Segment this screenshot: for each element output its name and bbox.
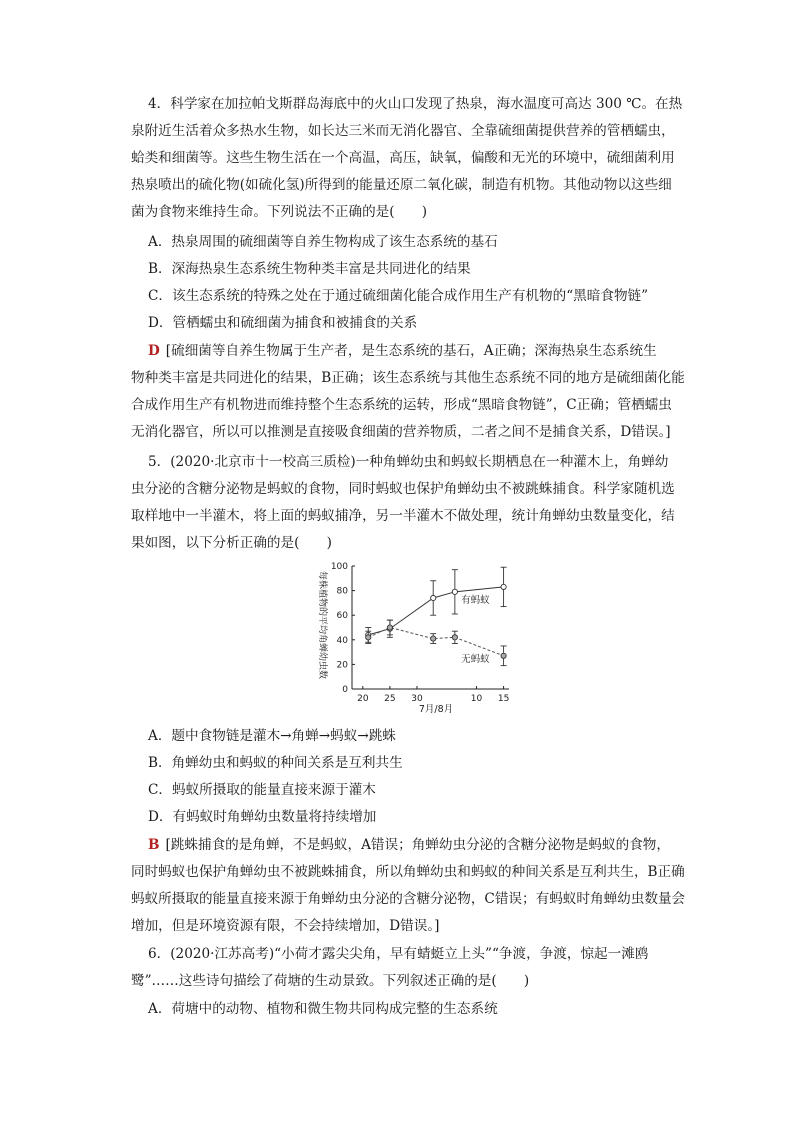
chart-svg	[305, 556, 517, 716]
q4-line: 菌为食物来维持生命。下列说法不正确的是( )	[131, 204, 428, 220]
data-point	[501, 653, 506, 658]
q5-answer-line: 增加，但是环境资源有限，不会持续增加，D错误。]	[131, 918, 440, 934]
y-tick-label: 40	[336, 635, 348, 646]
q6-line: 6．(2020·江苏高考)“小荷才露尖尖角，早有蜻蜓立上头”“争渡，争渡，惊起一滩鸥	[148, 946, 649, 962]
series-label: 无蚂蚁	[461, 653, 490, 665]
answer-text: [跳蛛捕食的是角蝉，不是蚂蚁，A错误；角蝉幼虫分泌的含糖分泌物是蚂蚁的食物，	[165, 837, 670, 853]
answer-text: [硫细菌等自养生物属于生产者，是生态系统的基石，A正确；深海热泉生态系统生	[165, 343, 657, 359]
q6-option-a: A．荷塘中的动物、植物和微生物共同构成完整的生态系统	[148, 1001, 498, 1017]
x-tick-label: 15	[497, 694, 510, 704]
answer-letter: D	[148, 343, 160, 359]
data-point	[501, 584, 506, 589]
q5-option-d: D．有蚂蚁时角蝉幼虫数量将持续增加	[148, 809, 377, 825]
q4-line: 4．科学家在加拉帕戈斯群岛海底中的火山口发现了热泉，海水温度可高达 300 ℃。在热	[148, 96, 683, 112]
y-tick-label: 60	[336, 611, 348, 622]
q4-option-d: D．管栖蠕虫和硫细菌为捕食和被捕食的关系	[148, 315, 418, 331]
y-tick-label: 20	[336, 660, 348, 671]
x-tick-label: 10	[470, 694, 483, 704]
x-axis-label: 7月/8月	[418, 704, 454, 715]
ant-cicada-chart	[305, 556, 517, 716]
x-tick-label: 30	[411, 694, 423, 704]
q5-answer-line: 蚂蚁所摄取的能量直接来源于角蝉幼虫分泌的含糖分泌物，C错误；有蚂蚁时角蝉幼虫数量会	[131, 891, 686, 907]
q4-answer-line: 合成作用生产有机物进而维持整个生态系统的运转，形成“黑暗食物链”，C正确；管栖蠕虫	[131, 397, 672, 413]
data-point	[452, 635, 457, 640]
data-point	[387, 625, 392, 630]
q4-option-c: C．该生态系统的特殊之处在于通过硫细菌化能合成作用生产有机物的“黑暗食物链”	[148, 288, 649, 304]
q4-answer-line: 物种类丰富是共同进化的结果，B正确；该生态系统与其他生态系统不同的地方是硫细菌化能	[131, 370, 685, 386]
q5-answer-line: 同时蚂蚁也保护角蝉幼虫不被跳蛛捕食，所以角蝉幼虫和蚂蚁的种间关系是互利共生，B正确	[131, 864, 685, 880]
q5-line: 取样地中一半灌木，将上面的蚂蚁捕净，另一半灌木不做处理，统计角蝉幼虫数量变化，结	[131, 508, 675, 524]
y-axis-label: 每株植物的平均角蝉幼虫数	[317, 570, 327, 680]
y-tick-label: 100	[330, 562, 348, 572]
x-tick-label: 20	[357, 694, 369, 704]
q4-line: 蛤类和细菌等。这些生物生活在一个高温，高压，缺氧，偏酸和无光的环境中，硫细菌利用	[131, 150, 675, 166]
q4-line: 热泉喷出的硫化物(如硫化氢)所得到的能量还原二氧化碳，制造有机物。其他动物以这些细	[131, 177, 672, 193]
q4-line: 泉附近生活着众多热水生物，如长达三米而无消化器官、全靠硫细菌提供营养的管栖蠕虫，	[131, 123, 675, 139]
y-tick-label: 80	[336, 586, 348, 597]
plot-area	[331, 562, 510, 704]
q5-option-c: C．蚂蚁所摄取的能量直接来源于灌木	[148, 782, 376, 798]
series-line	[368, 628, 503, 656]
q4-option-a: A．热泉周围的硫细菌等自养生物构成了该生态系统的基石	[148, 234, 498, 250]
data-point	[366, 635, 371, 640]
y-tick-label: 0	[342, 685, 348, 695]
q5-line: 5．(2020·北京市十一校高三质检)一种角蝉幼虫和蚂蚁长期栖息在一种灌木上，角蝉幼	[148, 454, 669, 470]
q5-line: 虫分泌的含糖分泌物是蚂蚁的食物，同时蚂蚁也保护角蝉幼虫不被跳蛛捕食。科学家随机选	[131, 481, 675, 497]
answer-letter: B	[148, 837, 160, 853]
data-point	[431, 595, 436, 600]
data-point	[452, 589, 457, 594]
q6-line: 鹭”……这些诗句描绘了荷塘的生动景致。下列叙述正确的是( )	[131, 973, 530, 989]
q5-option-a: A．题中食物链是灌木→角蝉→蚂蚁→跳蛛	[148, 728, 396, 744]
q4-option-b: B．深海热泉生态系统生物种类丰富是共同进化的结果	[148, 261, 471, 277]
x-tick-label: 25	[384, 694, 396, 704]
q5-option-b: B．角蝉幼虫和蚂蚁的种间关系是互利共生	[148, 755, 403, 771]
q4-answer	[148, 341, 657, 361]
series-label: 有蚂蚁	[461, 594, 490, 606]
data-point	[431, 636, 436, 641]
q4-answer-line: 无消化器官，所以可以推测是直接吸食细菌的营养物质，二者之间不是捕食关系，D错误。]	[131, 424, 671, 440]
q5-answer	[148, 835, 670, 855]
q5-line: 果如图，以下分析正确的是( )	[131, 535, 332, 551]
